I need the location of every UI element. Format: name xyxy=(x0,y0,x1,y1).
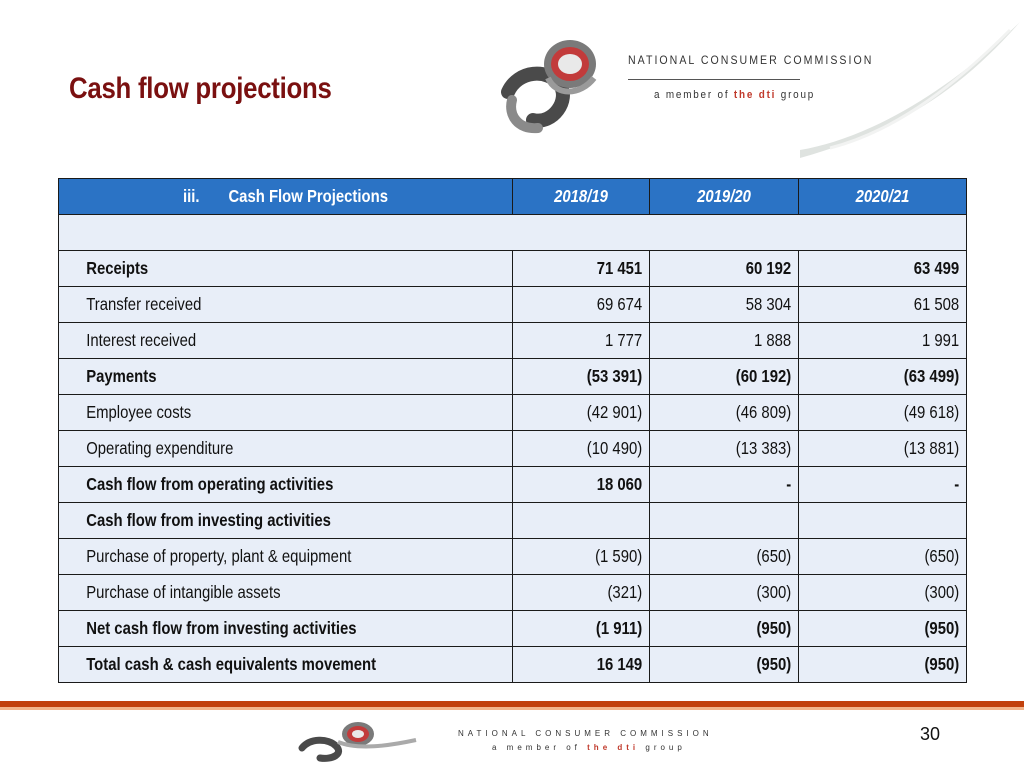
cash-flow-table xyxy=(58,178,967,683)
org-member-line xyxy=(654,89,815,101)
row-value: 69 674 xyxy=(596,294,643,314)
value-cell-2020/21 xyxy=(799,287,967,323)
value-cell-2019/20 xyxy=(650,467,799,503)
value-cell-2020/21 xyxy=(799,359,967,395)
table-row xyxy=(59,539,967,575)
row-label: Transfer received xyxy=(86,294,202,314)
row-value: (46 809) xyxy=(735,402,792,422)
value-cell-2018/19 xyxy=(513,503,650,539)
row-value: (321) xyxy=(607,582,643,602)
value-cell-2020/21 xyxy=(799,467,967,503)
value-cell-2019/20 xyxy=(650,395,799,431)
row-value: (650) xyxy=(924,546,960,566)
row-label-cell xyxy=(59,431,513,467)
value-cell-2018/19 xyxy=(513,539,650,575)
row-label: Total cash & cash equivalents movement xyxy=(86,654,377,674)
table-row xyxy=(59,467,967,503)
row-label: Payments xyxy=(86,366,157,386)
value-cell-2019/20 xyxy=(650,359,799,395)
row-label: Employee costs xyxy=(86,402,192,422)
header-year-1: 2018/19 xyxy=(513,179,650,215)
footer-dti-text: the dti xyxy=(587,743,640,752)
row-value: (950) xyxy=(756,654,792,674)
row-label: Receipts xyxy=(86,258,149,278)
row-label-cell xyxy=(59,503,513,539)
row-value: (950) xyxy=(924,618,960,638)
value-cell-2018/19 xyxy=(513,611,650,647)
org-divider xyxy=(628,79,800,80)
table-spacer-row xyxy=(59,215,967,251)
row-label-cell xyxy=(59,323,513,359)
row-value: - xyxy=(954,474,960,494)
ncc-logo-graphic xyxy=(498,30,858,140)
footer-member-line xyxy=(492,743,686,752)
value-cell-2019/20 xyxy=(650,431,799,467)
row-label-cell xyxy=(59,539,513,575)
value-cell-2018/19 xyxy=(513,323,650,359)
footer-bar-highlight xyxy=(0,707,1024,710)
row-value: (650) xyxy=(756,546,792,566)
row-label: Cash flow from investing activities xyxy=(86,510,331,530)
value-cell-2020/21 xyxy=(799,647,967,683)
row-value: 58 304 xyxy=(745,294,792,314)
row-label: Net cash flow from investing activities xyxy=(86,618,357,638)
row-value: (49 618) xyxy=(903,402,960,422)
dti-text: the dti xyxy=(733,89,777,101)
value-cell-2019/20 xyxy=(650,647,799,683)
value-cell-2019/20 xyxy=(650,503,799,539)
value-cell-2020/21 xyxy=(799,575,967,611)
value-cell-2019/20 xyxy=(650,287,799,323)
row-label: Cash flow from operating activities xyxy=(86,474,334,494)
table-header-row xyxy=(59,179,967,215)
footer-member-suffix: group xyxy=(639,743,686,752)
row-value: (63 499) xyxy=(903,366,960,386)
value-cell-2020/21 xyxy=(799,395,967,431)
header-year-2: 2019/20 xyxy=(650,179,799,215)
table-row xyxy=(59,503,967,539)
member-prefix: a member of xyxy=(654,89,734,101)
row-label-cell xyxy=(59,359,513,395)
value-cell-2020/21 xyxy=(799,323,967,359)
value-cell-2019/20 xyxy=(650,575,799,611)
value-cell-2018/19 xyxy=(513,431,650,467)
org-name: NATIONAL CONSUMER COMMISSION xyxy=(628,55,874,67)
table-row xyxy=(59,431,967,467)
row-value: (60 192) xyxy=(735,366,792,386)
row-label-cell xyxy=(59,287,513,323)
row-label-cell xyxy=(59,251,513,287)
row-value: (10 490) xyxy=(586,438,643,458)
value-cell-2019/20 xyxy=(650,539,799,575)
row-label-cell xyxy=(59,647,513,683)
row-value: (300) xyxy=(924,582,960,602)
value-cell-2018/19 xyxy=(513,251,650,287)
value-cell-2019/20 xyxy=(650,251,799,287)
value-cell-2020/21 xyxy=(799,503,967,539)
row-value: (300) xyxy=(756,582,792,602)
table-row xyxy=(59,251,967,287)
row-label: Purchase of intangible assets xyxy=(86,582,281,602)
row-value: 1 777 xyxy=(604,330,643,350)
footer-logo-graphic xyxy=(298,716,418,762)
row-value: (42 901) xyxy=(586,402,643,422)
value-cell-2018/19 xyxy=(513,287,650,323)
table-row xyxy=(59,575,967,611)
value-cell-2019/20 xyxy=(650,323,799,359)
row-value: 63 499 xyxy=(913,258,960,278)
row-value: - xyxy=(786,474,792,494)
row-label: Purchase of property, plant & equipment xyxy=(86,546,352,566)
row-value: (13 881) xyxy=(903,438,960,458)
row-value: 61 508 xyxy=(913,294,960,314)
value-cell-2019/20 xyxy=(650,611,799,647)
value-cell-2018/19 xyxy=(513,467,650,503)
row-value: (950) xyxy=(756,618,792,638)
row-value: 1 888 xyxy=(753,330,792,350)
table-row xyxy=(59,287,967,323)
footer-org-name: NATIONAL CONSUMER COMMISSION xyxy=(458,729,713,738)
value-cell-2020/21 xyxy=(799,611,967,647)
value-cell-2018/19 xyxy=(513,395,650,431)
table-row xyxy=(59,611,967,647)
spacer-cell xyxy=(59,215,967,251)
row-label-cell xyxy=(59,575,513,611)
footer-member-prefix: a member of xyxy=(492,743,588,752)
value-cell-2018/19 xyxy=(513,359,650,395)
row-value: 1 991 xyxy=(921,330,960,350)
row-value: (950) xyxy=(924,654,960,674)
row-label-cell xyxy=(59,395,513,431)
header-roman: iii. xyxy=(183,186,200,206)
row-label: Interest received xyxy=(86,330,197,350)
table-row xyxy=(59,395,967,431)
value-cell-2018/19 xyxy=(513,647,650,683)
row-label-cell xyxy=(59,467,513,503)
slide-title: Cash flow projections xyxy=(69,72,332,105)
row-value: (53 391) xyxy=(586,366,643,386)
page-number: 30 xyxy=(920,724,941,744)
header-year-3: 2020/21 xyxy=(799,179,967,215)
row-value: (13 383) xyxy=(735,438,792,458)
value-cell-2020/21 xyxy=(799,251,967,287)
value-cell-2018/19 xyxy=(513,575,650,611)
header-label-cell xyxy=(59,179,513,215)
row-value: 60 192 xyxy=(745,258,792,278)
row-value: 16 149 xyxy=(596,654,643,674)
member-suffix: group xyxy=(776,89,816,101)
value-cell-2020/21 xyxy=(799,431,967,467)
table-row xyxy=(59,647,967,683)
row-label: Operating expenditure xyxy=(86,438,234,458)
row-value: (1 911) xyxy=(595,618,643,638)
table-row xyxy=(59,359,967,395)
row-value: 18 060 xyxy=(596,474,643,494)
value-cell-2020/21 xyxy=(799,539,967,575)
row-value: (1 590) xyxy=(595,546,643,566)
header-label: Cash Flow Projections xyxy=(228,186,388,206)
row-value: 71 451 xyxy=(596,258,643,278)
row-label-cell xyxy=(59,611,513,647)
table-row xyxy=(59,323,967,359)
